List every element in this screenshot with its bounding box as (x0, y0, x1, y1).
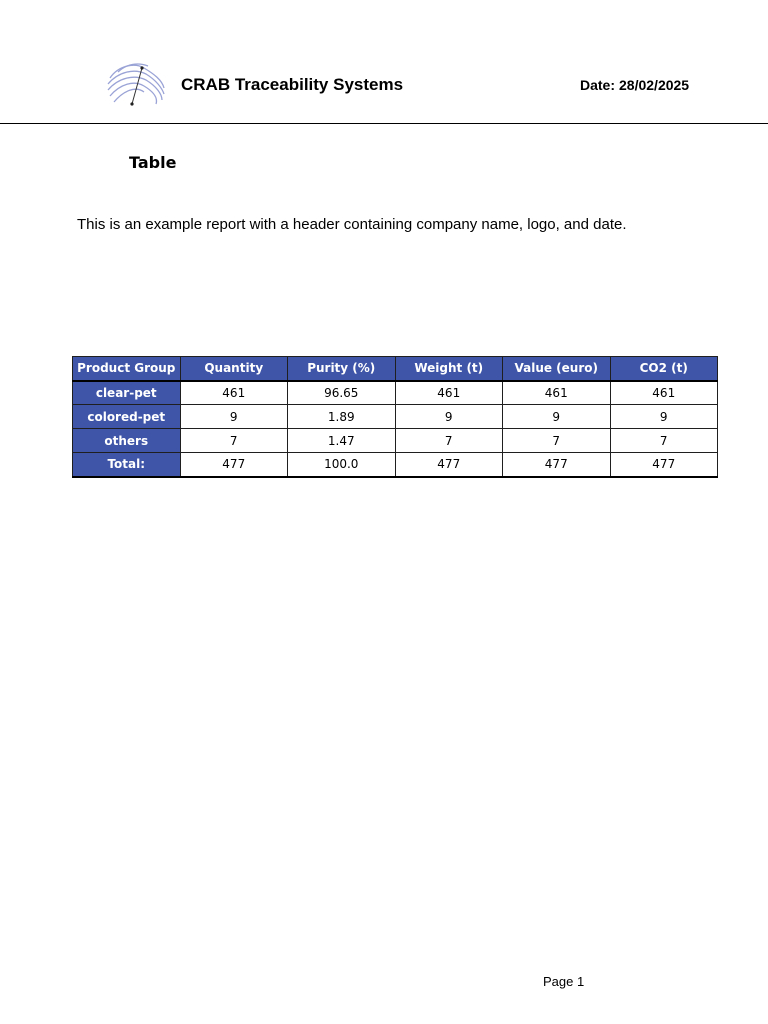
date-value: 28/02/2025 (619, 77, 690, 93)
table-cell: 1.47 (288, 429, 396, 453)
table-cell: 96.65 (288, 381, 396, 405)
table-total-row (73, 453, 718, 477)
table-cell: 461 (395, 381, 503, 405)
table-cell: 7 (610, 429, 718, 453)
column-header-weight: Weight (t) (395, 357, 503, 381)
row-label: clear-pet (73, 381, 181, 405)
table-cell: 461 (610, 381, 718, 405)
table-cell: 477 (610, 453, 718, 477)
table-cell: 9 (395, 405, 503, 429)
table-row (73, 381, 718, 405)
intro-paragraph: This is an example report with a header containing company name, logo, and date. (77, 216, 627, 233)
column-header-co2: CO2 (t) (610, 357, 718, 381)
table-header-row (73, 357, 718, 381)
table-row (73, 429, 718, 453)
section-title: Table (129, 153, 177, 172)
table-cell: 477 (395, 453, 503, 477)
table-cell: 477 (503, 453, 611, 477)
table-cell: 9 (503, 405, 611, 429)
page-number: Page 1 (543, 974, 585, 989)
table-cell: 7 (180, 429, 288, 453)
crab-traceability-logo-icon (104, 60, 168, 108)
report-date (580, 77, 689, 93)
table-cell: 9 (180, 405, 288, 429)
row-label: Total: (73, 453, 181, 477)
table-cell: 461 (503, 381, 611, 405)
table-cell: 461 (180, 381, 288, 405)
row-label: others (73, 429, 181, 453)
page-header (0, 0, 768, 124)
product-group-table (72, 356, 718, 478)
table-cell: 477 (180, 453, 288, 477)
table-cell: 7 (395, 429, 503, 453)
table-row (73, 405, 718, 429)
column-header-value: Value (euro) (503, 357, 611, 381)
column-header-product-group: Product Group (73, 357, 181, 381)
column-header-purity: Purity (%) (288, 357, 396, 381)
table-cell: 7 (503, 429, 611, 453)
table-cell: 1.89 (288, 405, 396, 429)
date-label: Date: (580, 77, 616, 93)
column-header-quantity: Quantity (180, 357, 288, 381)
table-cell: 9 (610, 405, 718, 429)
company-name: CRAB Traceability Systems (181, 75, 404, 94)
row-label: colored-pet (73, 405, 181, 429)
table-cell: 100.0 (288, 453, 396, 477)
